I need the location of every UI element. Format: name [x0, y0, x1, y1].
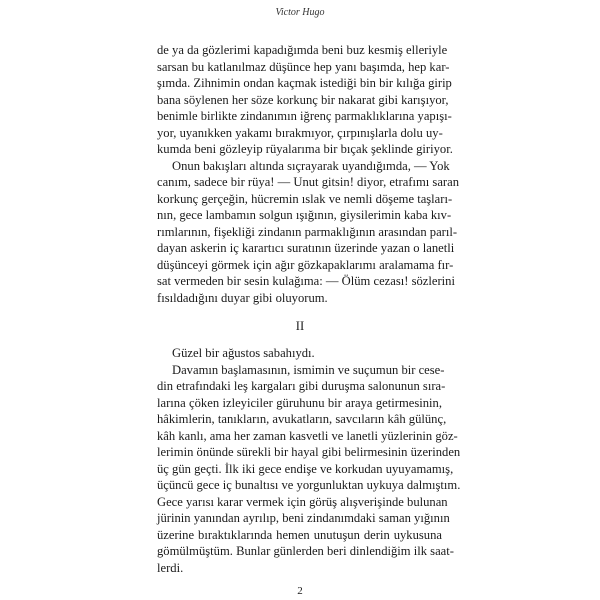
text-line: sat vermeden bir sesin kulağıma: — Ölüm cezası! sözlerini — [157, 274, 455, 288]
text-line: üçüncü gece iç bunaltısı ve yorgunluktan uykuya dalmıştım. — [157, 478, 461, 492]
text-line: Davamın başlamasının, ismimin ve suçumun bir cese- — [172, 362, 445, 377]
text-line: rımlarının, fişekliği zindanın parmaklığının arasından parıl- — [157, 224, 458, 239]
text-line: üç gün geçti. İlk iki gece endişe ve korkudan uyuyamamış, — [157, 461, 454, 476]
text-line: kumda beni gözleyip rüyalarıma bir bıçak şeklinde giriyor. — [157, 142, 453, 156]
text-line: korkunç gerçeğin, hücremin ıslak ve nemli döşeme taşları- — [157, 191, 453, 206]
text-line: de ya da gözlerimi kapadığımda beni buz kesmiş elleriyle — [157, 43, 448, 57]
text-line: Gece yarısı karar vermek için görüş alışverişinde bulunan — [157, 494, 448, 509]
text-line: lerdi. — [157, 560, 184, 575]
text-line: hâkimlerin, tanıkların, avukatların, savcıların kâh gülünç, — [157, 412, 447, 426]
text-line: Güzel bir ağustos sabahıydı. — [172, 346, 315, 360]
text-line: bana söylenen her söze korkunç bir nakarat gibi karışıyor, — [157, 92, 449, 107]
text-line: jürinin yanından ayrılıp, beni zindanımdaki saman yığının — [157, 511, 450, 525]
running-header-author: Victor Hugo — [275, 7, 325, 18]
paragraph-block-1 — [157, 42, 459, 306]
text-line: dayan askerin iç karartıcı suratının üzerinde yazan o lanetli — [157, 241, 455, 255]
text-line: üzerine bıraktıklarında hemen unutuşun derin uykusuna — [157, 527, 442, 542]
text-line: yor, uyanıkken yakamı bırakmıyor, çırpınışlarla dolu uy- — [157, 125, 443, 140]
text-line: kâh kanlı, ama her zaman kasvetli ve lanetli yüzlerinin göz- — [157, 428, 458, 443]
text-line: sarsan bu katlanılmaz düşünce hep yanı başımda, hep kar- — [157, 59, 450, 74]
text-line: gömülmüştüm. Bunlar günlerden beri dinlendiğim ilk saat- — [157, 544, 454, 558]
text-line: benimle birlikte zindanımın iğrenç parmaklıklarına yapışı- — [157, 109, 452, 123]
text-line: canım, sadece bir rüya! — Unut gitsin! diyor, etrafımı saran — [157, 175, 459, 189]
text-line: nın, gece lambamın solgun ışığının, giysilerimin kaba kıv- — [157, 208, 452, 222]
chapter-heading: II — [295, 319, 305, 333]
paragraph-block-2 — [157, 345, 461, 576]
text-line: şımda. Zihnimin ondan kaçmak istediği bin bir kılığa girip — [157, 76, 452, 90]
text-line: larına çöken izleyiciler güruhunu bir araya getirmesinin, — [157, 395, 442, 410]
text-line: lerimin önünde sürekli bir hayal gibi belirmesinin üzerinden — [157, 445, 461, 459]
text-line: düşünceyi görmek için ağır gözkapaklarımı aralamama fır- — [157, 257, 454, 272]
text-line: Onun bakışları altında sıçrayarak uyandığımda, — Yok — [172, 158, 450, 173]
text-line: din etrafındaki leş kargaları gibi duruşma salonunun sıra- — [157, 379, 446, 393]
text-line: fısıldadığını duyar gibi oluyorum. — [157, 290, 328, 305]
page-number: 2 — [297, 585, 303, 597]
